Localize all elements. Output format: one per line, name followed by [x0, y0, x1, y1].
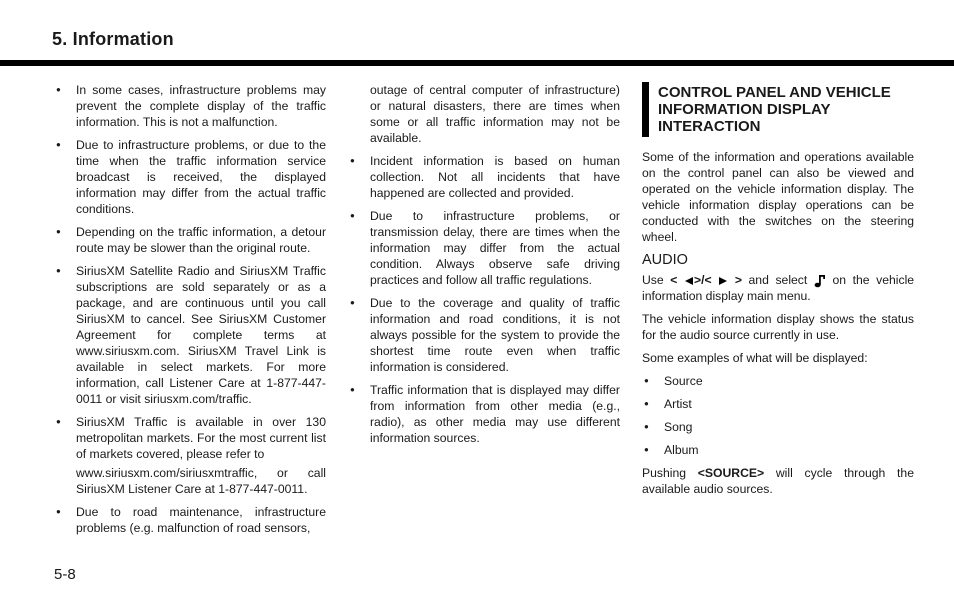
gt-key: >	[734, 273, 742, 287]
column-2	[348, 82, 620, 453]
section-heading: CONTROL PANEL AND VEHICLE INFORMATION DISPLAY INTERACTION	[642, 82, 914, 137]
column-3	[642, 82, 914, 504]
source-key: <SOURCE>	[697, 466, 765, 480]
list-item-continuation: www.siriusxm.com/siriusxmtraffic, or call SiriusXM Listener Care at 1-877-447-0011.	[76, 466, 326, 496]
list-item: ● SiriusXM Satellite Radio and SiriusXM Traffic subscriptions are sold separately or as a package, and are continuous until you call SiriusXM to cancel. See SiriusXM Customer Agreement for complete terms at www.siriusxm.com. SiriusXM Travel Link is available in select markets. For more information, call Listener Care at 1-877-447-0011 or visit siriusxm.com/traffic.	[54, 263, 326, 407]
list-item: ● Depending on the traffic information, a detour route may be slower than the original route.	[54, 224, 326, 256]
use-prefix: Use	[642, 273, 664, 287]
header-divider	[0, 60, 954, 66]
page-number: 5-8	[54, 566, 76, 583]
list-item: ● Due to infrastructure problems, or transmission delay, there are times when the information may differ from the actual condition. Always observe safe driving practices and follow all traffic regulations.	[348, 208, 620, 288]
music-note-icon	[814, 274, 826, 288]
list-item: ● In some cases, infrastructure problems may prevent the complete display of the traffic information. This is not a malfunction.	[54, 82, 326, 130]
list-item: ● Song	[642, 419, 914, 435]
status-paragraph: The vehicle information display shows the status for the audio source currently in use.	[642, 312, 914, 342]
triangle-left-icon	[684, 276, 694, 286]
list-item: ● Due to road maintenance, infrastructure problems (e.g. malfunction of road sensors,	[54, 504, 326, 536]
pushing-prefix: Pushing	[642, 466, 687, 480]
use-middle: and select	[748, 273, 808, 287]
triangle-right-icon	[718, 276, 728, 286]
list-item-continuation: outage of central computer of infrastructure) or natural disasters, there are times when some or all traffic information may not be available.	[370, 83, 620, 145]
pushing-suffix: will cycle through the available audio sources.	[642, 466, 914, 496]
list-item: ● Traffic information that is displayed may differ from information from other media (e.g., radio), as other media may use different information sources.	[348, 382, 620, 446]
gt-slash-lt-key: >/<	[694, 273, 712, 287]
audio-use-paragraph	[642, 272, 914, 304]
use-suffix: on the vehicle information display main menu.	[642, 273, 915, 303]
pushing-paragraph	[642, 465, 914, 497]
list-item: ● Artist	[642, 396, 914, 412]
column-1	[54, 82, 326, 543]
audio-heading: AUDIO	[642, 252, 688, 268]
page-header-title: 5. Information	[52, 29, 174, 49]
list-item: ● Source	[642, 373, 914, 389]
list-item: ● Incident information is based on human collection. Not all incidents that have happened are collected and provided.	[348, 153, 620, 201]
list-item: ● Due to infrastructure problems, or due to the time when the traffic information service broadcast is received, the displayed information may differ from the actual traffic conditions.	[54, 137, 326, 217]
lt-key: <	[670, 273, 678, 287]
list-item: ● SiriusXM Traffic is available in over 130 metropolitan markets. For the most current list of markets covered, please refer to	[54, 414, 326, 462]
examples-intro: Some examples of what will be displayed:	[642, 351, 868, 365]
intro-paragraph: Some of the information and operations available on the control panel can also be viewed and operated on the vehicle information display. The vehicle information display operations can be conducted with the switches on the steering wheel.	[642, 150, 914, 244]
list-item: ● Album	[642, 442, 914, 458]
list-item: ● Due to the coverage and quality of traffic information and road conditions, it is not always possible for the system to provide the shortest time route even when traffic information is considered.	[348, 295, 620, 375]
